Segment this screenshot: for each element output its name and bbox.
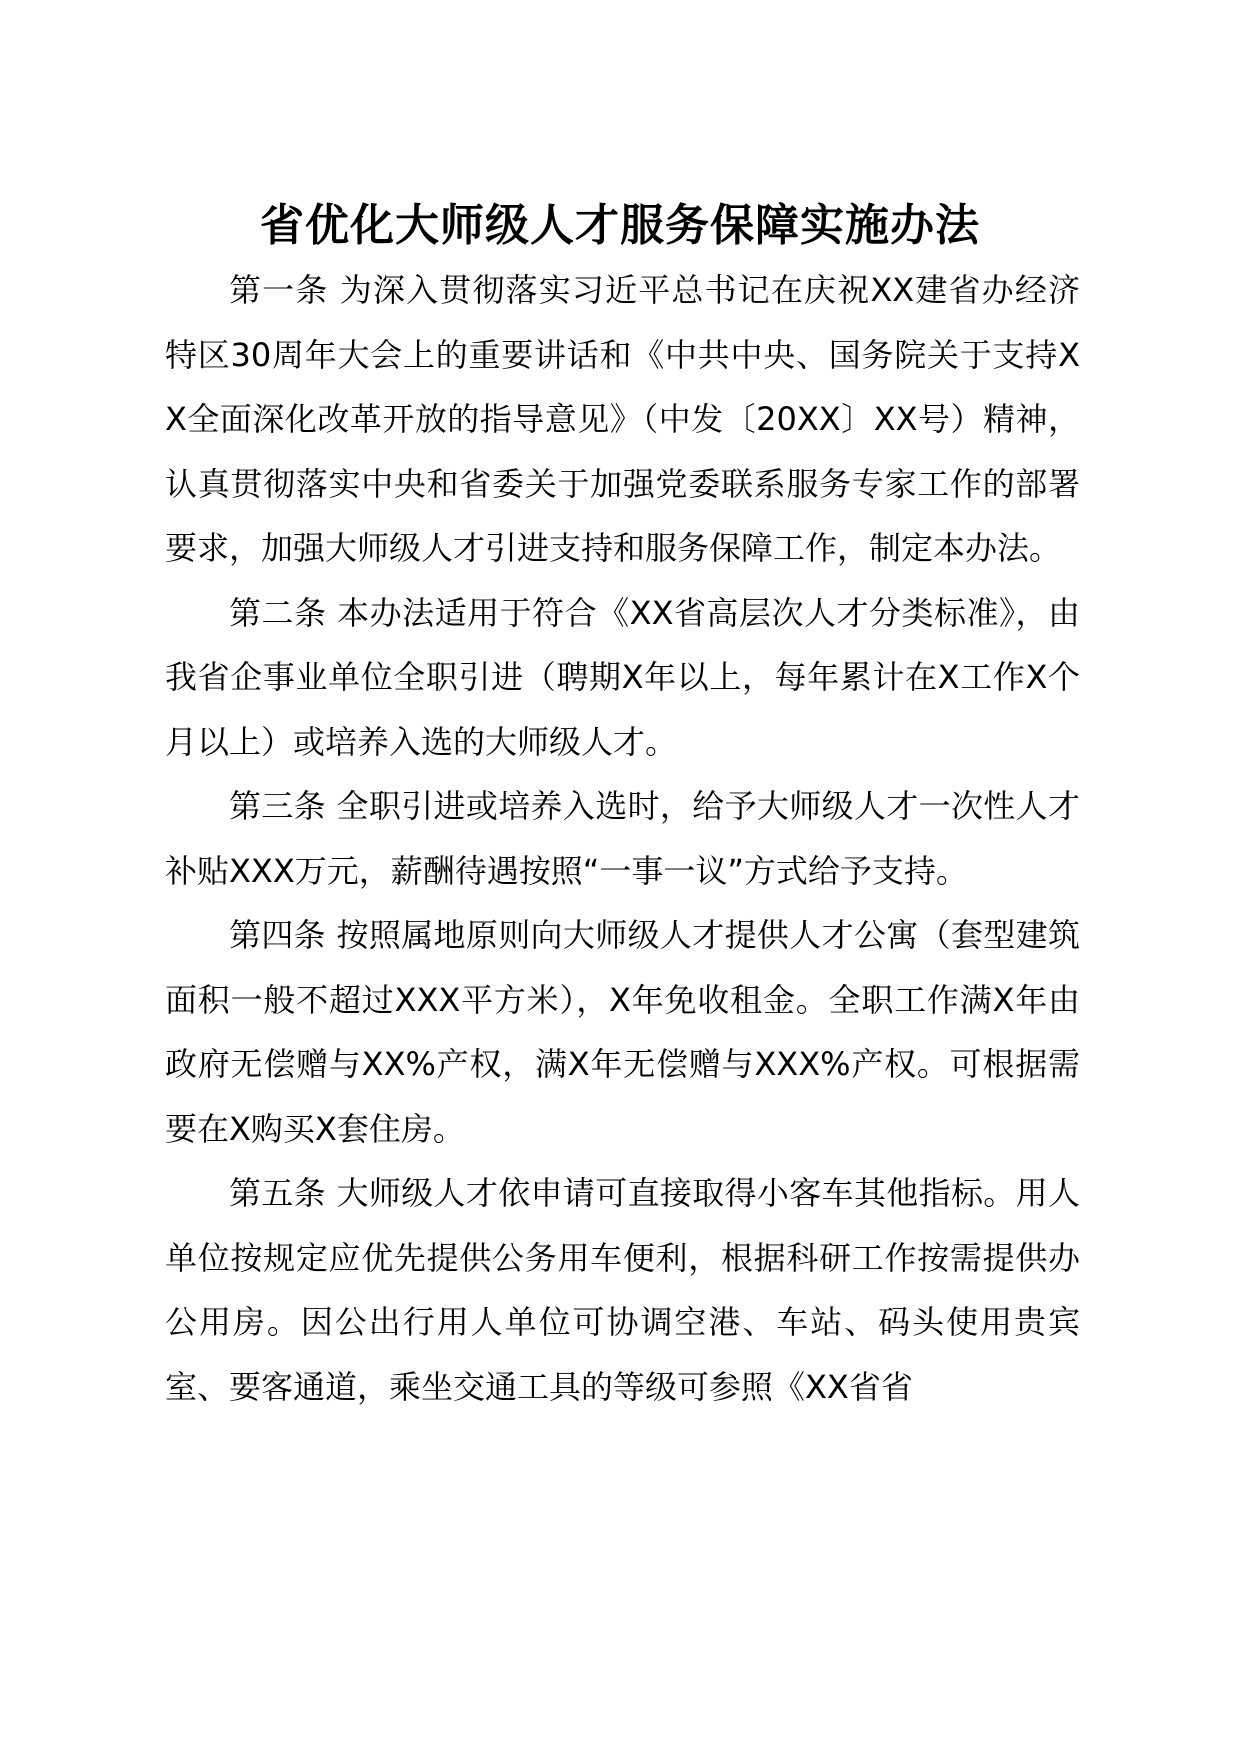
article-5-paragraph: 第五条 大师级人才依申请可直接取得小客车其他指标。用人单位按规定应优先提供公务用车便利，根据科研工作按需提供办公用房。因公出行用人单位可协调空港、车站、码头使用贵宾室、要客通道，乘坐交通工具的等级可参照《XX省省 xyxy=(165,1174,1080,1406)
article-1-paragraph: 第一条 为深入贯彻落实习近平总书记在庆祝XX建省办经济特区30周年大会上的重要讲话和《中共中央、国务院关于支持XX全面深化改革开放的指导意见》（中发〔20XX〕XX号）精神，认真贯彻落实中央和省委关于加强党委联系服务专家工作的部署要求，加强大师级人才引进支持和服务保障工作，制定本办法。 xyxy=(165,271,1080,567)
article-2-paragraph: 第二条 本办法适用于符合《XX省高层次人才分类标准》，由我省企事业单位全职引进（聘期X年以上，每年累计在X工作X个月以上）或培养入选的大师级人才。 xyxy=(165,593,1080,761)
article-4-paragraph: 第四条 按照属地原则向大师级人才提供人才公寓（套型建筑面积一般不超过XXX平方米），X年免收租金。全职工作满X年由政府无偿赠与XX%产权，满X年无偿赠与XXX%产权。可根据需要在X购买X套住房。 xyxy=(165,916,1080,1148)
document-title: 省优化大师级人才服务保障实施办法 xyxy=(260,200,980,251)
article-3-paragraph: 第三条 全职引进或培养入选时，给予大师级人才一次性人才补贴XXX万元，薪酬待遇按照“一事一议”方式给予支持。 xyxy=(165,787,1080,890)
document-body xyxy=(165,258,1080,1419)
